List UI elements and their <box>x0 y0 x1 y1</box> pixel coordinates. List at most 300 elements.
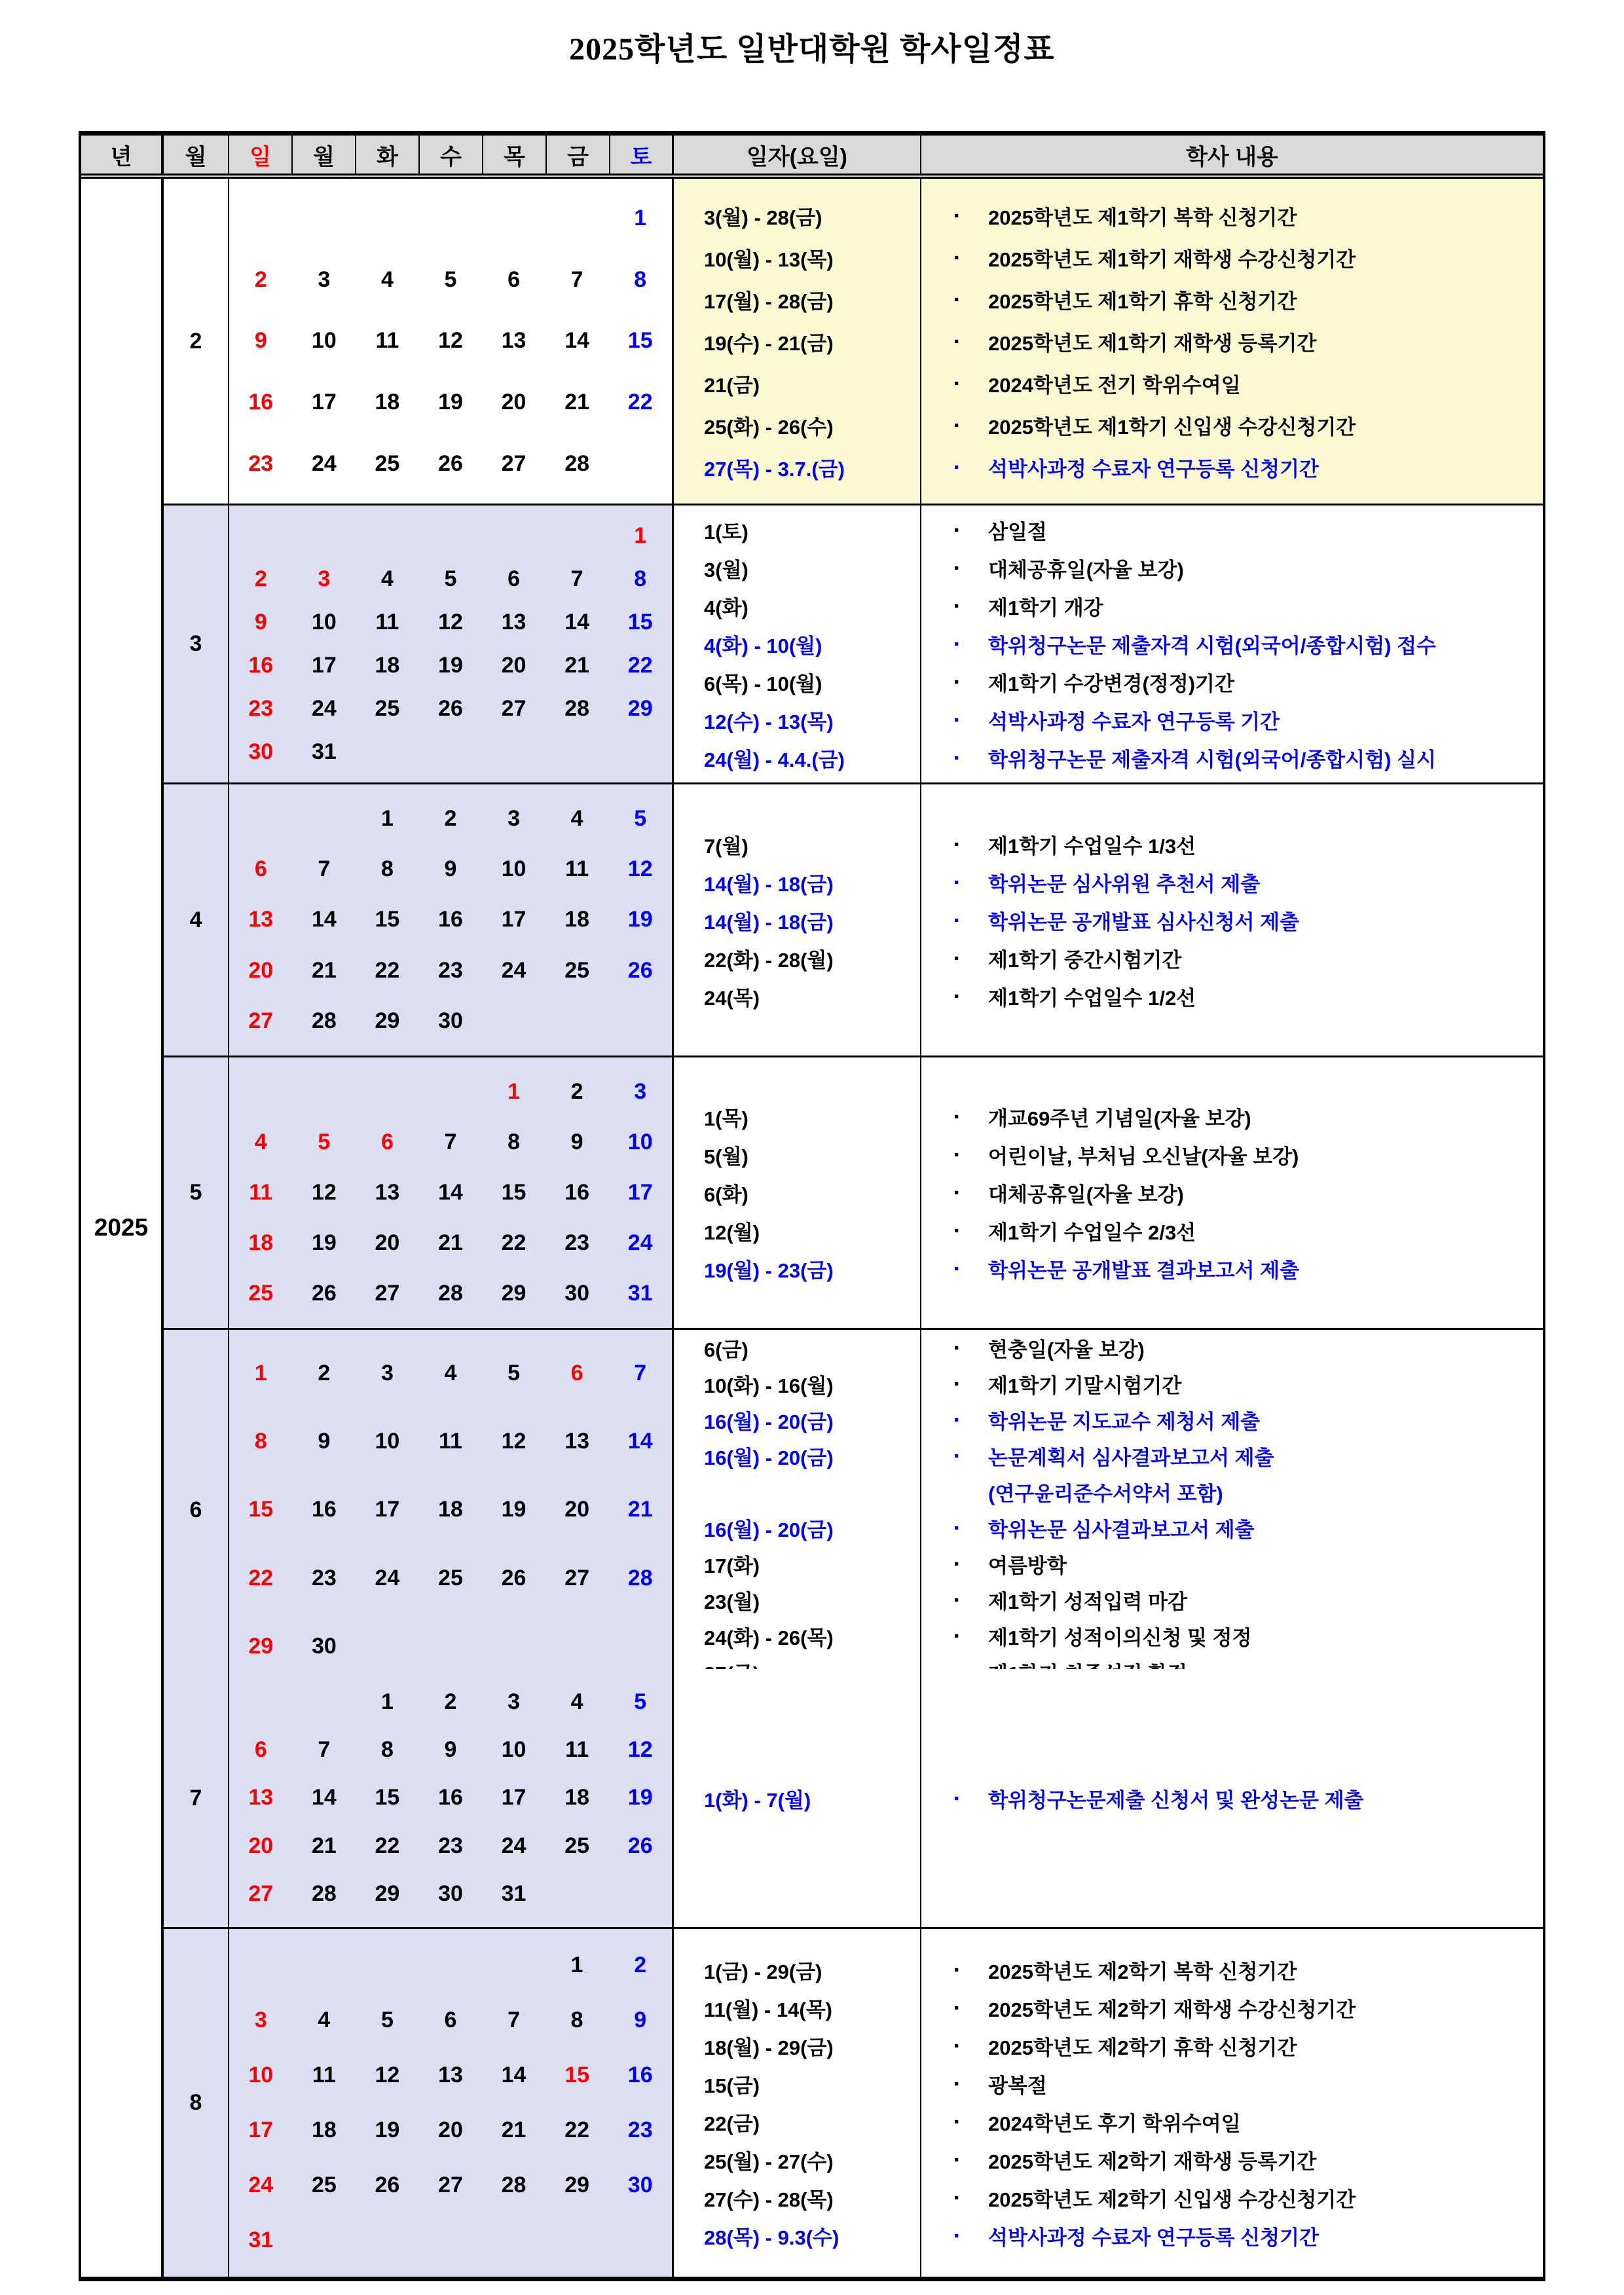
event-date: 28(목) - 9.3(수) <box>704 2226 840 2249</box>
calendar-empty <box>482 1938 545 1993</box>
calendar-empty <box>229 188 293 249</box>
event-date: 23(월) <box>704 1590 760 1613</box>
calendar-day: 3 <box>634 1079 647 1104</box>
header-day-1: 일 <box>229 136 293 174</box>
calendar-day: 3 <box>380 1360 394 1386</box>
header-day-2: 월 <box>293 136 356 174</box>
calendar-day: 15 <box>627 610 653 635</box>
calendar-day: 18 <box>311 2117 337 2142</box>
calendar-day: 23 <box>438 957 463 983</box>
calendar-day: 18 <box>438 1497 463 1522</box>
month-number-7: 7 <box>164 1669 229 1927</box>
event-content <box>921 2141 1543 2179</box>
calendar-day: 28 <box>501 2172 526 2197</box>
content-column-4 <box>921 784 1543 1056</box>
calendar-day: 24 <box>375 1565 400 1590</box>
bullet-icon: ▪ <box>954 1790 959 1806</box>
event-content <box>921 825 1543 863</box>
calendar-day: 2 <box>254 566 267 592</box>
bullet-icon: ▪ <box>954 2114 959 2129</box>
event-date: 27(수) - 28(목) <box>704 2188 834 2211</box>
calendar-empty <box>482 515 545 558</box>
event-text: 2025학년도 제1학기 재학생 수강신청기간 <box>988 248 1356 271</box>
calendar-day: 13 <box>248 907 274 932</box>
calendar-day: 23 <box>564 1230 590 1255</box>
calendar-day: 17 <box>311 652 337 678</box>
calendar-day: 22 <box>564 2117 590 2142</box>
calendar-day: 17 <box>375 1497 400 1522</box>
event-date: 12(월) <box>704 1221 760 1244</box>
calendar-day: 27 <box>375 1281 400 1306</box>
bullet-icon: ▪ <box>954 523 959 538</box>
calendar-day: 31 <box>627 1281 653 1306</box>
calendar-day: 13 <box>248 1785 274 1810</box>
calendar-day: 26 <box>627 957 653 983</box>
calendar-day: 15 <box>501 1180 526 1205</box>
calendar-day: 28 <box>564 695 590 721</box>
month-number-6: 6 <box>164 1330 229 1690</box>
bullet-icon: ▪ <box>954 2000 959 2015</box>
calendar-empty <box>608 433 672 494</box>
calendar-day: 3 <box>254 2008 267 2033</box>
event-content <box>921 1546 1543 1582</box>
calendar-day: 26 <box>311 1281 337 1306</box>
calendar-day: 25 <box>564 957 590 983</box>
calendar-day: 10 <box>627 1129 653 1154</box>
year-cell: 2025 <box>81 179 164 2277</box>
mini-calendar-5 <box>229 1057 674 1328</box>
event-text: 대체공휴일(자율 보강) <box>988 559 1184 581</box>
calendar-empty <box>293 1067 356 1117</box>
calendar-day: 14 <box>438 1180 463 1205</box>
calendar-day: 29 <box>501 1281 526 1306</box>
event-date: 14(월) - 18(금) <box>704 872 834 896</box>
bullet-icon: ▪ <box>954 1412 959 1427</box>
event-date: 24(화) - 26(목) <box>704 1626 834 1649</box>
calendar-day: 2 <box>570 1079 583 1104</box>
calendar-empty <box>229 1678 293 1726</box>
calendar-empty <box>293 188 356 249</box>
bullet-icon: ▪ <box>954 2152 959 2167</box>
calendar-day: 22 <box>375 957 400 983</box>
event-date: 15(금) <box>704 2074 760 2097</box>
calendar-day: 7 <box>318 856 331 882</box>
calendar-day: 1 <box>634 206 647 231</box>
bullet-icon: ▪ <box>954 1147 959 1162</box>
calendar-day: 28 <box>311 1008 337 1033</box>
calendar-empty <box>608 2212 672 2267</box>
event-date: 22(화) - 28(월) <box>704 948 834 972</box>
calendar-day: 30 <box>627 2172 653 2197</box>
event-text: 2025학년도 제2학기 신입생 수강신청기간 <box>988 2188 1356 2211</box>
dates-column-8 <box>674 1929 921 2277</box>
event-date: 1(금) - 29(금) <box>704 1960 822 1983</box>
calendar-day: 12 <box>375 2063 400 2088</box>
month-row-6 <box>164 1330 1543 1669</box>
calendar-day: 30 <box>564 1281 590 1306</box>
event-content <box>921 1366 1543 1402</box>
event-text: 2025학년도 제1학기 재학생 등록기간 <box>988 331 1317 355</box>
calendar-day: 5 <box>318 1129 331 1154</box>
event-text: 논문계획서 심사결과보고서 제출 <box>988 1446 1274 1469</box>
table-body <box>81 179 1543 2277</box>
calendar-day: 22 <box>627 652 653 678</box>
calendar-day: 6 <box>507 266 521 292</box>
calendar-empty <box>419 730 483 773</box>
event-date: 16(월) - 20(금) <box>704 1518 834 1541</box>
bullet-icon: ▪ <box>954 1376 959 1391</box>
calendar-day: 28 <box>564 450 590 476</box>
header-date: 일자(요일) <box>674 136 921 174</box>
bullet-icon: ▪ <box>954 2076 959 2091</box>
bullet-icon: ▪ <box>954 1628 959 1643</box>
month-row-5 <box>164 1057 1543 1330</box>
calendar-day: 2 <box>444 806 457 832</box>
calendar-day: 3 <box>507 1689 521 1715</box>
month-row-7 <box>164 1669 1543 1929</box>
calendar-day: 10 <box>311 328 337 354</box>
event-date: 17(월) - 28(금) <box>704 289 834 313</box>
bullet-icon: ▪ <box>954 1962 959 1977</box>
calendar-empty <box>356 515 419 558</box>
bullet-icon: ▪ <box>954 560 959 576</box>
event-text: 학위논문 심사위원 추천서 제출 <box>988 872 1261 896</box>
calendar-day: 25 <box>564 1833 590 1858</box>
calendar-day: 9 <box>444 856 457 882</box>
calendar-day: 2 <box>634 1953 647 1978</box>
calendar-day: 20 <box>248 957 274 983</box>
calendar-day: 21 <box>311 957 337 983</box>
calendar-empty <box>545 188 609 249</box>
calendar-day: 21 <box>311 1833 337 1858</box>
calendar-day: 19 <box>438 652 463 678</box>
calendar-day: 20 <box>248 1833 274 1858</box>
bullet-icon: ▪ <box>954 2190 959 2205</box>
event-text: 2025학년도 제2학기 복학 신청기간 <box>988 1960 1297 1983</box>
event-content <box>921 863 1543 901</box>
calendar-empty <box>419 1067 483 1117</box>
event-date: 16(월) - 20(금) <box>704 1446 834 1469</box>
calendar-day: 24 <box>311 695 337 721</box>
calendar-empty <box>293 2212 356 2267</box>
calendar-day: 16 <box>248 390 274 415</box>
calendar-day: 12 <box>438 328 463 354</box>
calendar-empty <box>293 794 356 844</box>
calendar-day: 13 <box>501 610 526 635</box>
bullet-icon: ▪ <box>954 750 959 765</box>
event-date: 5(월) <box>704 1145 748 1168</box>
event-content <box>921 1174 1543 1212</box>
calendar-day: 10 <box>501 1737 526 1763</box>
event-content <box>921 2027 1543 2065</box>
calendar-day: 8 <box>634 266 647 292</box>
month-row-8 <box>164 1929 1543 2277</box>
event-text: 2025학년도 제2학기 휴학 신청기간 <box>988 2036 1297 2059</box>
dates-column-3 <box>674 505 921 782</box>
event-date: 10(월) - 13(목) <box>704 248 834 271</box>
dates-column-2 <box>674 179 921 504</box>
event-content <box>921 1951 1543 1989</box>
bullet-icon: ▪ <box>954 598 959 614</box>
calendar-day: 2 <box>318 1360 331 1386</box>
calendar-empty <box>482 188 545 249</box>
calendar-day: 18 <box>564 1785 590 1810</box>
bullet-icon: ▪ <box>954 417 959 433</box>
event-text: 2024학년도 후기 학위수여일 <box>988 2112 1241 2135</box>
calendar-day: 24 <box>501 1833 526 1858</box>
calendar-empty <box>356 188 419 249</box>
calendar-day: 29 <box>248 1634 274 1659</box>
event-text: 광복절 <box>988 2074 1047 2097</box>
calendar-day: 24 <box>627 1230 653 1255</box>
calendar-empty <box>229 515 293 558</box>
calendar-day: 7 <box>634 1360 647 1386</box>
event-content <box>921 549 1543 587</box>
calendar-day: 22 <box>375 1833 400 1858</box>
calendar-day: 24 <box>248 2172 274 2197</box>
header-year: 년 <box>81 136 164 174</box>
event-content <box>921 1438 1543 1474</box>
header-content: 학사 내용 <box>1186 144 1278 170</box>
calendar-day: 19 <box>501 1497 526 1522</box>
month-number-3: 3 <box>164 505 229 782</box>
event-content <box>921 511 1543 549</box>
calendar-day: 26 <box>438 450 463 476</box>
calendar-day: 11 <box>249 1180 273 1205</box>
event-text: 학위논문 공개발표 결과보고서 제출 <box>988 1259 1300 1282</box>
calendar-day: 5 <box>444 566 457 592</box>
bullet-icon: ▪ <box>954 1556 959 1571</box>
calendar-day: 14 <box>627 1429 653 1454</box>
bullet-icon: ▪ <box>954 208 959 223</box>
calendar-day: 13 <box>564 1429 590 1454</box>
event-content <box>921 1250 1543 1288</box>
event-date <box>674 1474 920 1510</box>
calendar-day: 21 <box>501 2117 526 2142</box>
calendar-empty <box>293 1678 356 1726</box>
calendar-day: 19 <box>375 2117 400 2142</box>
header-day-3: 화 <box>356 136 420 174</box>
calendar-day: 7 <box>444 1129 457 1154</box>
event-content <box>921 1618 1543 1654</box>
calendar-day: 15 <box>248 1497 274 1522</box>
calendar-day: 21 <box>627 1497 653 1522</box>
event-content <box>921 701 1543 739</box>
event-content <box>921 1098 1543 1136</box>
bullet-icon: ▪ <box>954 1185 959 1200</box>
event-text: 2025학년도 제2학기 재학생 수강신청기간 <box>988 1998 1356 2021</box>
event-content <box>921 663 1543 701</box>
event-content <box>921 625 1543 663</box>
event-text: 2025학년도 제1학기 신입생 수강신청기간 <box>988 415 1356 439</box>
calendar-day: 6 <box>444 2008 457 2033</box>
calendar-day: 23 <box>311 1565 337 1590</box>
event-text: 학위청구논문 제출자격 시험(외국어/종합시험) 접수 <box>988 634 1436 657</box>
event-date: 27(목) - 3.7.(금) <box>704 457 845 481</box>
calendar-day: 8 <box>380 856 394 882</box>
calendar-empty <box>482 996 545 1046</box>
event-text: 제1학기 수업일수 1/3선 <box>988 834 1196 858</box>
calendar-day: 11 <box>375 328 399 354</box>
event-date: 21(금) <box>704 373 760 397</box>
calendar-day: 23 <box>438 1833 463 1858</box>
month-row-2 <box>164 179 1543 505</box>
calendar-day: 19 <box>627 907 653 932</box>
calendar-day: 17 <box>501 1785 526 1810</box>
event-date: 1(화) - 7(월) <box>704 1788 811 1812</box>
calendar-day: 7 <box>318 1737 331 1763</box>
calendar-day: 7 <box>570 266 583 292</box>
bullet-icon: ▪ <box>954 459 959 475</box>
event-text: 2024학년도 전기 학위수여일 <box>988 373 1241 397</box>
event-text: 2025학년도 제1학기 복학 신청기간 <box>988 206 1297 229</box>
calendar-day: 5 <box>380 2008 394 2033</box>
calendar-day: 10 <box>248 2063 274 2088</box>
event-text: 제1학기 기말시험기간 <box>988 1374 1182 1397</box>
event-date: 1(목) <box>704 1107 748 1130</box>
calendar-day: 15 <box>564 2063 590 2088</box>
calendar-day: 27 <box>248 1881 274 1906</box>
calendar-day: 27 <box>248 1008 274 1033</box>
calendar-day: 16 <box>564 1180 590 1205</box>
calendar-day: 3 <box>507 806 521 832</box>
calendar-day: 29 <box>375 1881 400 1906</box>
mini-calendar-8 <box>229 1929 674 2277</box>
calendar-day: 20 <box>375 1230 400 1255</box>
calendar-day: 5 <box>507 1360 521 1386</box>
calendar-day: 3 <box>318 266 331 292</box>
calendar-day: 25 <box>375 695 400 721</box>
calendar-day: 5 <box>634 1689 647 1715</box>
calendar-day: 19 <box>627 1785 653 1810</box>
dates-column-5 <box>674 1057 921 1328</box>
calendar-day: 4 <box>444 1360 457 1386</box>
bullet-icon: ▪ <box>954 1592 959 1607</box>
event-content <box>921 1212 1543 1250</box>
calendar-day: 29 <box>375 1008 400 1033</box>
event-text: 현충일(자율 보강) <box>988 1338 1145 1361</box>
month-number-8: 8 <box>164 1929 229 2277</box>
event-date: 25(화) - 26(수) <box>704 415 834 439</box>
event-content <box>921 194 1543 236</box>
calendar-day: 21 <box>564 652 590 678</box>
calendar-day: 12 <box>438 610 463 635</box>
calendar-day: 27 <box>438 2172 463 2197</box>
calendar-day: 12 <box>501 1429 526 1454</box>
month-row-4 <box>164 784 1543 1057</box>
calendar-day: 23 <box>248 450 274 476</box>
event-text: 제1학기 수업일수 2/3선 <box>988 1221 1196 1244</box>
calendar-day: 11 <box>439 1429 462 1454</box>
event-text: 제1학기 성적이의신청 및 정정 <box>988 1626 1252 1649</box>
bullet-icon: ▪ <box>954 333 959 349</box>
calendar-day: 20 <box>501 390 526 415</box>
dates-column-7 <box>674 1669 921 1927</box>
calendar-day: 1 <box>507 1079 521 1104</box>
calendar-day: 9 <box>570 1129 583 1154</box>
calendar-empty <box>229 794 293 844</box>
calendar-day: 21 <box>564 390 590 415</box>
calendar-day: 14 <box>501 2063 526 2088</box>
calendar-empty <box>356 2212 419 2267</box>
calendar-day: 8 <box>507 1129 521 1154</box>
event-text: 학위청구논문제출 신청서 및 완성논문 제출 <box>988 1788 1364 1812</box>
calendar-empty <box>545 515 609 558</box>
calendar-day: 8 <box>254 1429 267 1454</box>
event-content <box>921 1779 1543 1817</box>
bullet-icon: ▪ <box>954 912 959 928</box>
event-date: 6(금) <box>704 1338 748 1361</box>
event-text: 학위논문 심사결과보고서 제출 <box>988 1518 1255 1541</box>
calendar-empty <box>293 515 356 558</box>
calendar-day: 12 <box>627 1737 653 1763</box>
month-row-3 <box>164 505 1543 784</box>
event-content <box>921 977 1543 1015</box>
calendar-day: 13 <box>501 328 526 354</box>
page-title: 2025학년도 일반대학원 학사일정표 <box>569 32 1055 67</box>
event-date: 10(화) - 16(월) <box>704 1374 834 1397</box>
calendar-day: 19 <box>311 1230 337 1255</box>
event-date: 16(월) - 20(금) <box>704 1410 834 1433</box>
calendar-day: 24 <box>311 450 337 476</box>
bullet-icon: ▪ <box>954 1261 959 1276</box>
event-text: 삼일절 <box>988 521 1047 543</box>
calendar-day: 4 <box>380 266 394 292</box>
calendar-day: 14 <box>564 328 590 354</box>
calendar-day: 4 <box>380 566 394 592</box>
calendar-empty <box>419 1938 483 1993</box>
event-content <box>921 1989 1543 2027</box>
calendar-empty <box>608 996 672 1046</box>
calendar-day: 18 <box>248 1230 274 1255</box>
event-date: 24(목) <box>704 986 760 1010</box>
calendar-day: 11 <box>565 1737 589 1763</box>
calendar-day: 26 <box>438 695 463 721</box>
calendar-day: 6 <box>570 1360 583 1386</box>
event-content <box>921 739 1543 777</box>
content-column-5 <box>921 1057 1543 1328</box>
event-date: 17(화) <box>704 1554 760 1577</box>
event-content <box>921 1402 1543 1438</box>
bullet-icon: ▪ <box>954 1223 959 1238</box>
event-content <box>921 278 1543 320</box>
event-content <box>921 362 1543 404</box>
event-text: 제1학기 개강 <box>988 597 1103 619</box>
calendar-day: 16 <box>311 1497 337 1522</box>
event-text: 여름방학 <box>988 1554 1067 1577</box>
bullet-icon: ▪ <box>954 1520 959 1535</box>
event-date: 3(월) - 28(금) <box>704 206 822 229</box>
month-number-4: 4 <box>164 784 229 1056</box>
calendar-day: 1 <box>254 1360 267 1386</box>
bullet-icon: ▪ <box>954 988 959 1004</box>
calendar-day: 2 <box>444 1689 457 1715</box>
calendar-empty <box>229 1067 293 1117</box>
calendar-day: 8 <box>570 2008 583 2033</box>
bullet-icon: ▪ <box>954 1109 959 1124</box>
calendar-day: 17 <box>627 1180 653 1205</box>
calendar-day: 11 <box>565 856 589 882</box>
mini-calendar-7 <box>229 1669 674 1927</box>
calendar-day: 3 <box>318 566 331 592</box>
content-column-6 <box>921 1330 1543 1690</box>
event-content <box>921 2103 1543 2141</box>
calendar-day: 4 <box>318 2008 331 2033</box>
event-date: 6(화) <box>704 1183 748 1206</box>
bullet-icon: ▪ <box>954 950 959 966</box>
event-content <box>921 2217 1543 2255</box>
calendar-day: 30 <box>248 739 274 764</box>
